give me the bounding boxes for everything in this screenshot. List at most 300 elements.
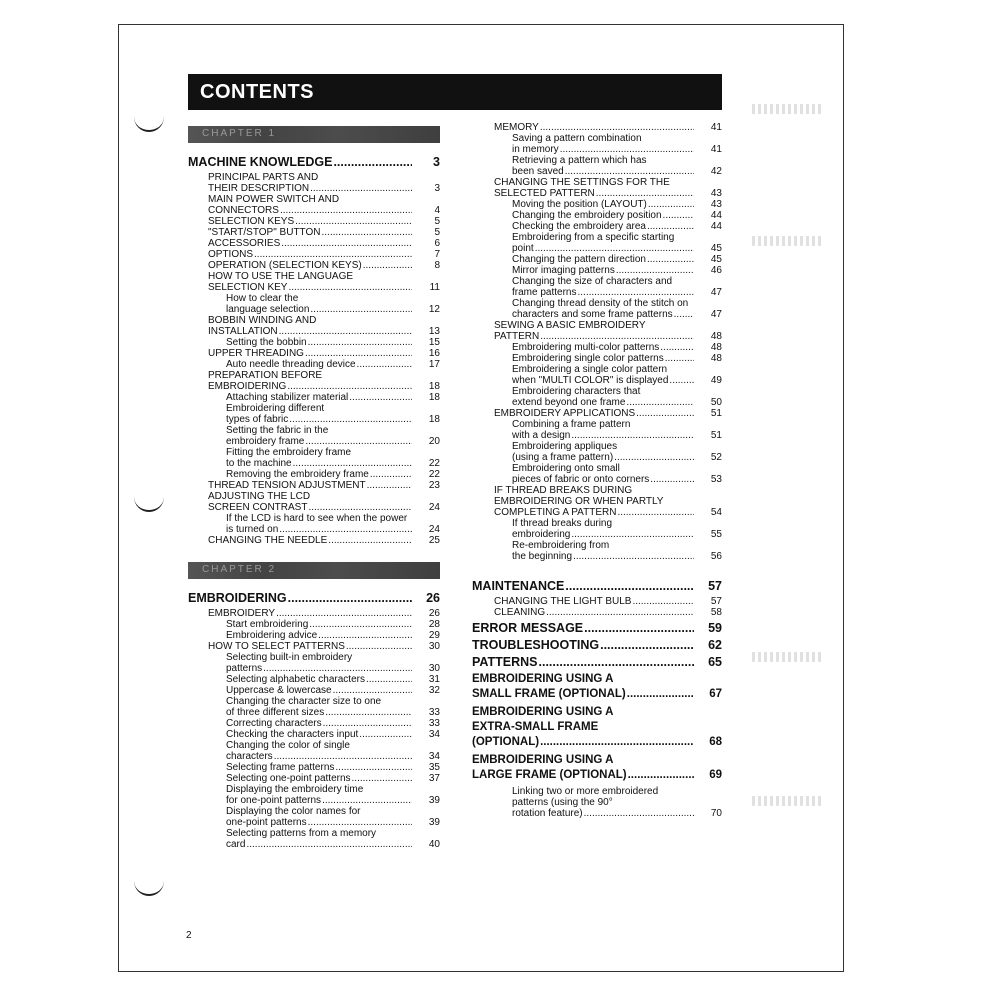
page-ref: 44	[710, 210, 722, 221]
entry-text: Changing the character size to one	[226, 696, 382, 707]
entry-line	[226, 469, 440, 480]
entry-line	[208, 326, 440, 337]
toc-entry	[188, 491, 440, 513]
entry-line	[512, 210, 722, 221]
entry-line	[226, 619, 440, 630]
toc-entry	[188, 535, 440, 546]
entry-text: characters and some frame patterns	[512, 309, 673, 320]
toc-entry	[472, 232, 722, 254]
entry-label	[208, 315, 412, 326]
entry-label	[494, 507, 694, 518]
page-ref: 33	[428, 718, 440, 729]
toc-entry	[472, 705, 722, 750]
entry-line	[208, 216, 440, 227]
entry-text: Auto needle threading device	[226, 359, 356, 370]
entry-line	[226, 663, 440, 674]
page-ref: 13	[428, 326, 440, 337]
entry-line	[226, 359, 440, 370]
entry-line	[226, 817, 440, 828]
entry-label	[226, 685, 412, 696]
toc-entry	[188, 685, 440, 696]
entry-text: pieces of fabric or onto corners	[512, 474, 650, 485]
page-ref: 58	[710, 607, 722, 618]
page-ref: 30	[428, 663, 440, 674]
entry-label	[472, 579, 694, 593]
entry-line	[226, 652, 440, 663]
toc-entry	[472, 221, 722, 232]
entry-text: SEWING A BASIC EMBROIDERY	[494, 320, 646, 331]
entry-line	[226, 729, 440, 740]
page-ref: 11	[429, 282, 440, 293]
toc-entry	[472, 254, 722, 265]
entry-label	[512, 199, 694, 210]
toc-entry	[472, 386, 722, 408]
page-ref: 47	[710, 309, 722, 320]
entry-line	[512, 144, 722, 155]
entry-label	[208, 491, 412, 502]
entry-label	[512, 551, 694, 562]
entry-text: EMBROIDERING USING A	[472, 754, 614, 766]
entry-text: UPPER THREADING	[208, 348, 304, 359]
entry-line	[226, 740, 440, 751]
entry-line	[494, 177, 722, 188]
toc-entry	[472, 607, 722, 618]
page-ref: 39	[428, 817, 440, 828]
entry-line	[226, 707, 440, 718]
entry-line	[208, 608, 440, 619]
page-ref: 47	[710, 287, 722, 298]
entry-label	[472, 768, 694, 783]
entry-line	[512, 474, 722, 485]
entry-line	[208, 381, 440, 392]
entry-line	[226, 784, 440, 795]
entry-label	[512, 397, 694, 408]
entry-line	[226, 773, 440, 784]
entry-label	[226, 784, 412, 795]
toc-entry	[188, 194, 440, 216]
entry-line	[512, 199, 722, 210]
entry-text: Start embroidering	[226, 619, 309, 630]
entry-text: Displaying the embroidery time	[226, 784, 364, 795]
entry-text: Embroidering advice	[226, 630, 318, 641]
entry-text: MAIN POWER SWITCH AND	[208, 194, 340, 205]
entry-text: SELECTED PATTERN	[494, 188, 595, 199]
page-ref: 26	[426, 591, 440, 605]
page-ref: 65	[708, 655, 722, 669]
entry-text: for one-point patterns	[226, 795, 322, 806]
entry-line	[512, 452, 722, 463]
entry-line	[494, 485, 722, 496]
entry-line	[226, 828, 440, 839]
entry-line	[494, 408, 722, 419]
entry-line	[226, 630, 440, 641]
entry-line	[472, 705, 722, 720]
entry-text: rotation feature)	[512, 808, 583, 819]
entry-text: the beginning	[512, 551, 573, 562]
toc-entry	[188, 249, 440, 260]
entry-label	[494, 331, 694, 342]
entry-label	[208, 227, 412, 238]
page-ref: 53	[710, 474, 722, 485]
page-ref: 69	[709, 769, 722, 781]
entry-text: Selecting patterns from a memory	[226, 828, 377, 839]
entry-line	[208, 205, 440, 216]
toc-entry	[472, 463, 722, 485]
entry-label	[226, 513, 412, 524]
toc-entry	[472, 419, 722, 441]
toc-entry	[188, 806, 440, 828]
entry-text: "START/STOP" BUTTON	[208, 227, 321, 238]
entry-line	[208, 480, 440, 491]
entry-line	[512, 441, 722, 452]
entry-label	[226, 524, 412, 535]
entry-line	[472, 768, 722, 783]
entry-text: Embroidering multi-color patterns	[512, 342, 660, 353]
entry-text: Mirror imaging patterns	[512, 265, 615, 276]
toc-entry	[188, 608, 440, 619]
entry-label	[512, 353, 694, 364]
entry-label	[512, 144, 694, 155]
entry-text: (using a frame pattern)	[512, 452, 614, 463]
entry-label	[512, 133, 694, 144]
entry-text: EMBROIDERY	[208, 608, 276, 619]
entry-label	[226, 293, 412, 304]
page-ref: 48	[710, 331, 722, 342]
entry-line	[208, 260, 440, 271]
toc-entry	[188, 172, 440, 194]
entry-text: HOW TO SELECT PATTERNS	[208, 641, 345, 652]
entry-line	[226, 403, 440, 414]
entry-label	[208, 183, 412, 194]
entry-line	[226, 762, 440, 773]
spacer	[188, 546, 440, 562]
toc-entry	[188, 740, 440, 762]
entry-label	[226, 652, 412, 663]
page-ref: 43	[710, 199, 722, 210]
toc-entry	[472, 199, 722, 210]
entry-label	[226, 828, 412, 839]
entry-line	[512, 463, 722, 474]
page-ref: 57	[710, 596, 722, 607]
entry-label	[512, 419, 694, 430]
entry-line	[512, 540, 722, 551]
entry-text: PRINCIPAL PARTS AND	[208, 172, 319, 183]
toc-entry	[472, 122, 722, 133]
entry-label	[512, 309, 694, 320]
entry-line	[512, 221, 722, 232]
page-ref: 24	[428, 524, 440, 535]
entry-label	[472, 735, 694, 750]
entry-label	[512, 364, 694, 375]
entry-text: Embroidering characters that	[512, 386, 641, 397]
toc-entry	[188, 216, 440, 227]
page-ref: 6	[434, 238, 440, 249]
entry-text: patterns (using the 90°	[512, 797, 613, 808]
entry-text: point	[512, 243, 534, 254]
entry-label	[226, 414, 412, 425]
entry-label	[494, 177, 694, 188]
entry-line	[512, 430, 722, 441]
entry-text: Attaching stabilizer material	[226, 392, 349, 403]
entry-line	[512, 254, 722, 265]
toc-entry	[472, 353, 722, 364]
entry-label	[494, 596, 694, 607]
entry-label	[226, 630, 412, 641]
page-ref: 44	[710, 221, 722, 232]
entry-label	[512, 254, 694, 265]
scan-smudge	[752, 652, 822, 662]
entry-text: Moving the position (LAYOUT)	[512, 199, 647, 210]
entry-text: CHANGING THE NEEDLE	[208, 535, 328, 546]
entry-line	[226, 718, 440, 729]
entry-text: COMPLETING A PATTERN	[494, 507, 617, 518]
page-ref: 8	[434, 260, 440, 271]
page-ref: 29	[428, 630, 440, 641]
entry-label	[208, 260, 412, 271]
entry-label	[226, 718, 412, 729]
scan-smudge	[752, 796, 822, 806]
toc-entry	[472, 298, 722, 320]
entry-label	[226, 795, 412, 806]
entry-line	[512, 364, 722, 375]
entry-label	[472, 720, 694, 735]
entry-line	[512, 155, 722, 166]
entry-text: when "MULTI COLOR" is displayed	[512, 375, 669, 386]
entry-label	[512, 518, 694, 529]
scan-smudge	[752, 104, 822, 114]
toc-entry	[472, 786, 722, 819]
entry-label	[226, 447, 412, 458]
toc-entry	[472, 265, 722, 276]
page-ref: 51	[710, 408, 722, 419]
toc-entry	[188, 619, 440, 630]
page-ref: 62	[708, 638, 722, 652]
entry-line	[494, 507, 722, 518]
toc-entry	[188, 238, 440, 249]
entry-text: (OPTIONAL)	[472, 736, 540, 748]
entry-line	[472, 735, 722, 750]
toc-entry	[188, 403, 440, 425]
page-ref: 31	[428, 674, 440, 685]
entry-text: THEIR DESCRIPTION	[208, 183, 310, 194]
entry-line	[512, 309, 722, 320]
entry-line	[472, 687, 722, 702]
section-heading	[472, 579, 722, 593]
entry-text: characters	[226, 751, 273, 762]
entry-text: Checking the embroidery area	[512, 221, 646, 232]
chapter-label: CHAPTER 2	[202, 564, 277, 575]
entry-text: CONNECTORS	[208, 205, 279, 216]
entry-label	[512, 786, 694, 797]
page-ref: 39	[428, 795, 440, 806]
entry-text: Setting the fabric in the	[226, 425, 329, 436]
entry-text: Changing the embroidery position	[512, 210, 662, 221]
entry-line	[208, 370, 440, 381]
entry-text: CLEANING	[494, 607, 546, 618]
entry-label	[226, 403, 412, 414]
entry-line	[226, 392, 440, 403]
entry-label	[512, 166, 694, 177]
section-heading	[188, 155, 440, 169]
page-ref: 18	[428, 381, 440, 392]
chapter-label: CHAPTER 1	[202, 128, 277, 139]
entry-label	[208, 348, 412, 359]
entry-text: SELECTION KEYS	[208, 216, 295, 227]
page-ref: 34	[428, 729, 440, 740]
entry-label	[512, 287, 694, 298]
entry-label	[494, 485, 694, 496]
entry-label	[208, 249, 412, 260]
entry-text: IF THREAD BREAKS DURING	[494, 485, 633, 496]
entry-line	[512, 551, 722, 562]
page-ref: 48	[710, 342, 722, 353]
entry-label	[226, 729, 412, 740]
entry-line	[208, 535, 440, 546]
page-ref: 18	[428, 392, 440, 403]
entry-line	[208, 227, 440, 238]
entry-line	[226, 425, 440, 436]
entry-text: card	[226, 839, 246, 850]
page-ref: 12	[428, 304, 440, 315]
entry-label	[208, 641, 412, 652]
entry-line	[512, 298, 722, 309]
entry-text: PATTERN	[494, 331, 540, 342]
toc-entry	[188, 271, 440, 293]
toc-entry	[472, 518, 722, 540]
entry-label	[226, 304, 412, 315]
entry-label	[226, 762, 412, 773]
entry-label	[208, 271, 412, 282]
entry-label	[512, 441, 694, 452]
entry-label	[494, 188, 694, 199]
toc-entry	[472, 155, 722, 177]
page-ref: 33	[428, 707, 440, 718]
entry-text: Selecting frame patterns	[226, 762, 335, 773]
entry-text: ACCESSORIES	[208, 238, 281, 249]
entry-text: EMBROIDERY APPLICATIONS	[494, 408, 636, 419]
entry-text: EMBROIDERING	[208, 381, 287, 392]
entry-text: EMBROIDERING	[188, 591, 287, 605]
entry-text: EMBROIDERING USING A	[472, 706, 614, 718]
entry-text: SELECTION KEY	[208, 282, 288, 293]
page-ref: 17	[428, 359, 440, 370]
entry-text: Embroidering appliques	[512, 441, 618, 452]
entry-text: PATTERNS	[472, 655, 538, 669]
contents-title-bar	[188, 74, 722, 110]
entry-line	[512, 232, 722, 243]
entry-label	[226, 663, 412, 674]
entry-text: THREAD TENSION ADJUSTMENT	[208, 480, 366, 491]
entry-label	[512, 540, 694, 551]
entry-line	[226, 447, 440, 458]
entry-label	[494, 496, 694, 507]
toc-entry	[188, 773, 440, 784]
page-ref: 18	[428, 414, 440, 425]
entry-text: Removing the embroidery frame	[226, 469, 369, 480]
section-heading	[472, 621, 722, 635]
entry-text: Changing the pattern direction	[512, 254, 646, 265]
toc-entry	[188, 480, 440, 491]
entry-text: Correcting characters	[226, 718, 322, 729]
entry-text: with a design	[512, 430, 571, 441]
entry-text: Changing the size of characters and	[512, 276, 673, 287]
entry-text: SCREEN CONTRAST	[208, 502, 308, 513]
entry-line	[226, 806, 440, 817]
toc-entry	[188, 674, 440, 685]
entry-text: in memory	[512, 144, 559, 155]
entry-line	[208, 249, 440, 260]
entry-line	[494, 122, 722, 133]
entry-line	[512, 386, 722, 397]
entry-text: types of fabric	[226, 414, 289, 425]
entry-line	[226, 337, 440, 348]
toc-entry	[472, 596, 722, 607]
entry-text: Uppercase & lowercase	[226, 685, 332, 696]
entry-line	[512, 166, 722, 177]
page-ref: 67	[709, 688, 722, 700]
entry-line	[512, 518, 722, 529]
entry-label	[226, 751, 412, 762]
entry-label	[226, 740, 412, 751]
entry-line	[512, 529, 722, 540]
entry-text: PREPARATION BEFORE	[208, 370, 323, 381]
entry-text: ADJUSTING THE LCD	[208, 491, 311, 502]
entry-line	[208, 491, 440, 502]
entry-text: Embroidering onto small	[512, 463, 620, 474]
page-ref: 54	[710, 507, 722, 518]
entry-text: LARGE FRAME (OPTIONAL)	[472, 769, 627, 781]
page-ref: 56	[710, 551, 722, 562]
scan-smudge	[752, 236, 822, 246]
entry-label	[188, 591, 412, 605]
entry-text: CHANGING THE LIGHT BULB	[494, 596, 632, 607]
toc-entry	[188, 513, 440, 535]
toc-entry	[188, 337, 440, 348]
toc-entry	[472, 408, 722, 419]
chapter-bar	[188, 562, 440, 579]
entry-text: BOBBIN WINDING AND	[208, 315, 317, 326]
entry-text: Combining a frame pattern	[512, 419, 631, 430]
entry-line	[226, 436, 440, 447]
entry-line	[512, 797, 722, 808]
entry-line	[512, 276, 722, 287]
toc-entry	[188, 227, 440, 238]
entry-line	[226, 751, 440, 762]
entry-text: Re-embroidering from	[512, 540, 610, 551]
toc-entry	[188, 652, 440, 674]
page-ref: 45	[710, 254, 722, 265]
page-ref: 41	[710, 144, 722, 155]
page-ref: 4	[434, 205, 440, 216]
entry-text: If thread breaks during	[512, 518, 613, 529]
entry-label	[512, 474, 694, 485]
page-ref: 15	[428, 337, 440, 348]
entry-line	[208, 315, 440, 326]
entry-line	[494, 596, 722, 607]
page-ref: 68	[709, 736, 722, 748]
entry-label	[226, 773, 412, 784]
toc-entry	[472, 753, 722, 783]
entry-line	[208, 271, 440, 282]
page-ref: 37	[428, 773, 440, 784]
toc-entry	[472, 210, 722, 221]
entry-text: Changing thread density of the stitch on	[512, 298, 689, 309]
entry-text: OPTIONS	[208, 249, 254, 260]
entry-line	[226, 458, 440, 469]
page-ref: 43	[710, 188, 722, 199]
spacer	[472, 562, 722, 576]
entry-label	[512, 232, 694, 243]
